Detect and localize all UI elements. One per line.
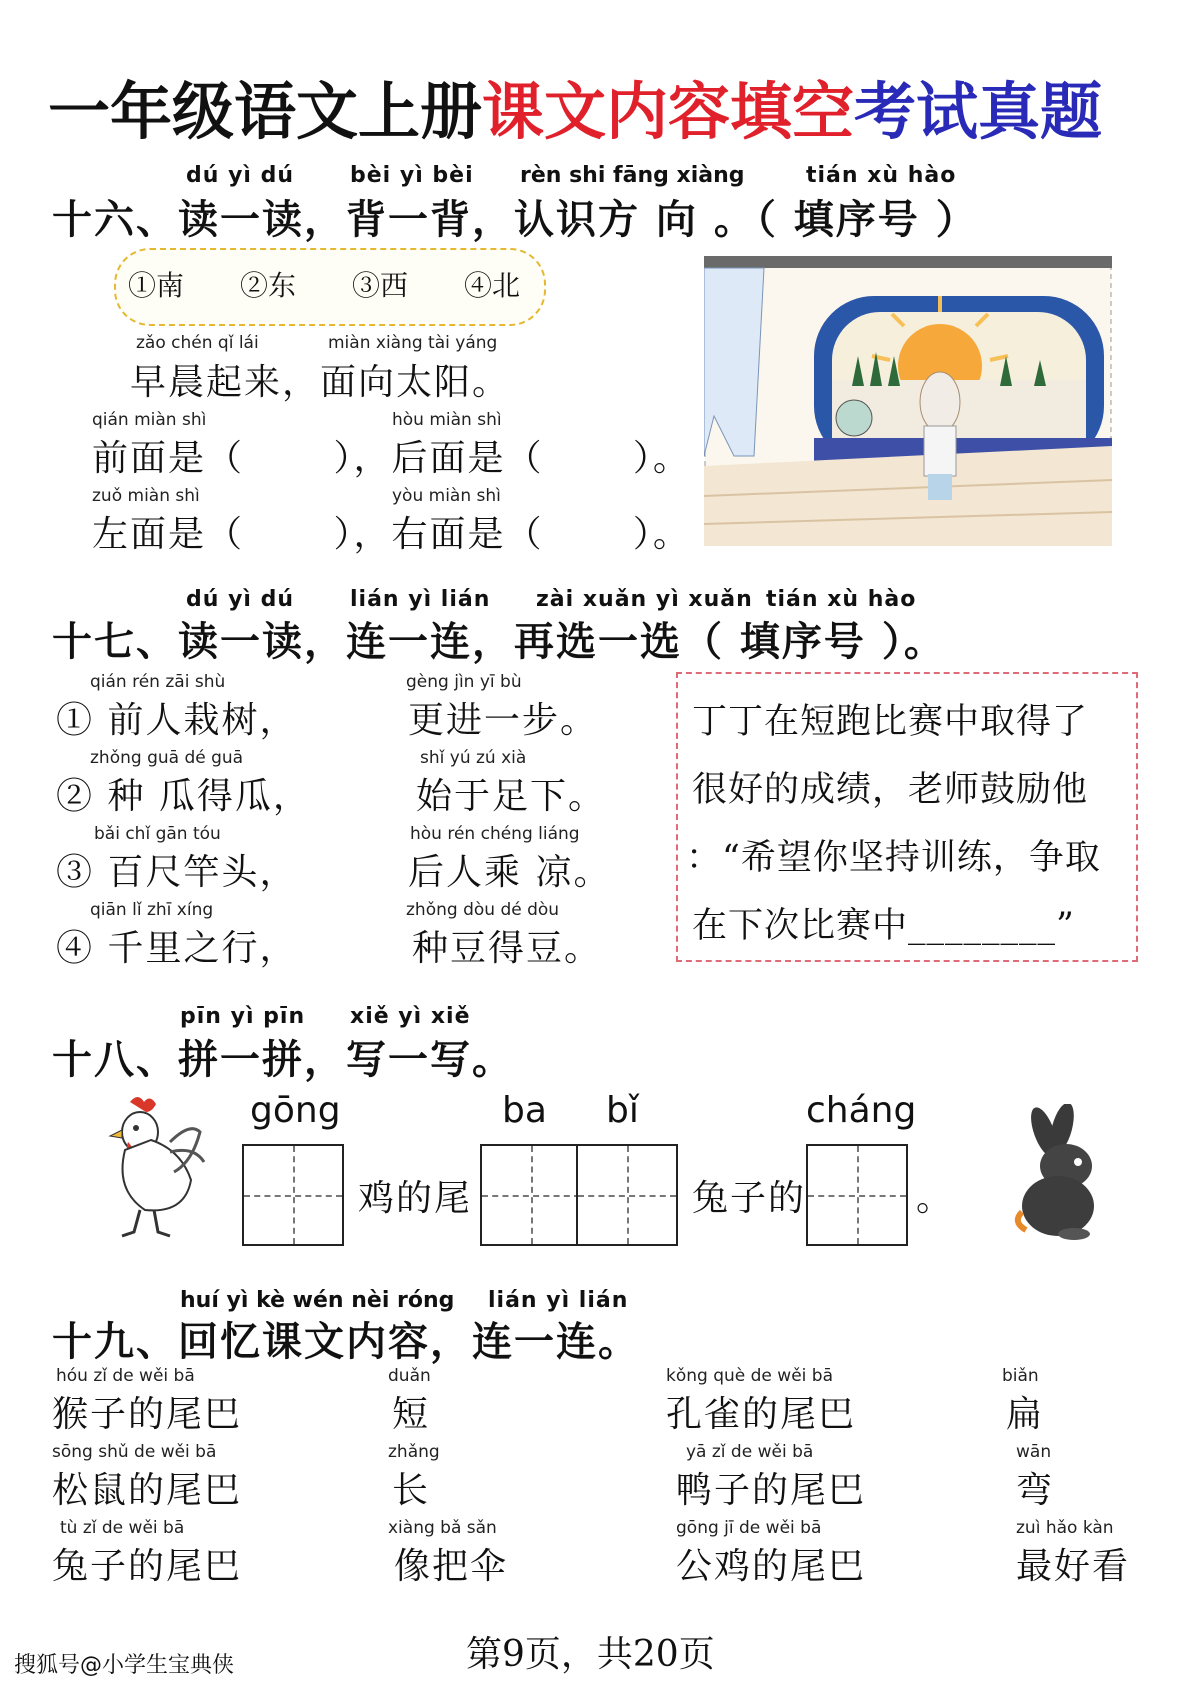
q18-pinyin-2: xiě yì xiě (350, 1004, 471, 1029)
q16-line3-py2: yòu miàn shì (392, 486, 501, 506)
writing-grid-bi[interactable] (576, 1144, 678, 1246)
q16-options-box (114, 248, 546, 326)
q17-pinyin-4: tián xù hào (766, 587, 917, 612)
q19-r2c4-py: wān (1016, 1442, 1052, 1462)
q17-pinyin-3: zài xuǎn yì xuǎn (536, 587, 753, 612)
q19-r1c3-py: kǒng què de wěi bā (666, 1366, 833, 1386)
q19-r2c3-py: yā zǐ de wěi bā (686, 1442, 814, 1462)
q16-line1: 早晨起来，面向太阳。 (130, 362, 511, 403)
q17-right-py-1: gèng jìn yī bù (406, 672, 522, 692)
q19-heading: 十九、回忆课文内容，连一连。 (52, 1318, 640, 1365)
q16-pinyin-4: tián xù hào (806, 163, 957, 188)
q16-pinyin-3: rèn shi fāng xiàng (520, 163, 745, 188)
q19-r2c3: 鸭子的尾巴 (676, 1470, 867, 1511)
q19-r1c2: 短 (392, 1394, 431, 1435)
q17-left-4: ④ 千里之行， (56, 928, 298, 969)
writing-grid-gong[interactable] (242, 1144, 344, 1246)
q19-r3c1-py: tù zǐ de wěi bā (60, 1518, 185, 1538)
q19-r3c3-py: gōng jī de wěi bā (676, 1518, 822, 1538)
q16-line3: 左面是（ ），右面是（ ）。 (92, 514, 691, 555)
watermark: 搜狐号@小学生宝典侠 (14, 1653, 235, 1678)
q17-right-3: 后人乘 凉。 (408, 852, 612, 893)
q17-left-py-3: bǎi chǐ gān tóu (94, 824, 221, 844)
q17-left-2: ② 种 瓜得瓜， (56, 776, 311, 817)
q19-r2c2-py: zhǎng (388, 1442, 440, 1462)
rooster-illustration (70, 1092, 210, 1242)
q18-pinyin-ba: ba (502, 1090, 547, 1131)
q17-left-1: ① 前人栽树， (56, 700, 298, 741)
page-number: 第9页，共20页 (466, 1634, 715, 1675)
q17-right-1: 更进一步。 (408, 700, 599, 741)
q16-heading: 十六、读一读，背一背，认识方 向 。（ 填序号 ） (52, 196, 978, 243)
q17-left-3: ③ 百尺竿头， (56, 852, 298, 893)
q16-line2-py1: qián miàn shì (92, 410, 207, 430)
q18-pinyin-chang: cháng (806, 1090, 917, 1131)
q17-heading: 十七、读一读，连一连，再选一选（ 填序号 ）。 (52, 618, 946, 665)
q17-left-py-1: qián rén zāi shù (90, 672, 226, 692)
q18-heading: 十八、拼一拼，写一写。 (52, 1036, 514, 1083)
q19-r1c1-py: hóu zǐ de wěi bā (56, 1366, 195, 1386)
q17-box-line-2: 很好的成绩，老师鼓励他 (692, 770, 1089, 810)
q16-line2: 前面是（ ），后面是（ ）。 (92, 438, 691, 479)
q17-box-line-3: ：“希望你坚持训练，争取 (686, 838, 1101, 878)
q16-line1-py1: zǎo chén qǐ lái (136, 333, 259, 353)
q17-right-py-2: shǐ yú zú xià (420, 748, 527, 768)
q19-r3c1: 兔子的尾巴 (52, 1546, 243, 1587)
q17-left-py-2: zhǒng guā dé guā (90, 748, 244, 768)
q16-pinyin-2: bèi yì bèi (350, 163, 474, 188)
writing-grid-ba[interactable] (480, 1144, 582, 1246)
title-part-3: 考试真题 (854, 75, 1103, 148)
q19-r1c4-py: biǎn (1002, 1366, 1039, 1386)
q18-text-2: 兔子的 (692, 1178, 807, 1219)
q18-pinyin-bi: bǐ (606, 1090, 639, 1131)
q18-pinyin-1: pīn yì pīn (180, 1004, 306, 1029)
q19-r3c3: 公鸡的尾巴 (676, 1546, 867, 1587)
q19-r2c1: 松鼠的尾巴 (52, 1470, 243, 1511)
q17-scenario-box (676, 672, 1138, 962)
sunrise-window-illustration (704, 256, 1112, 546)
q18-text-3: 。 (916, 1178, 955, 1219)
q19-r1c3: 孔雀的尾巴 (666, 1394, 857, 1435)
page-title (48, 62, 1102, 151)
q19-r1c1: 猴子的尾巴 (52, 1394, 243, 1435)
q17-pinyin-2: lián yì lián (350, 587, 491, 612)
q19-pinyin-2: lián yì lián (488, 1288, 629, 1313)
q16-line2-py2: hòu miàn shì (392, 410, 502, 430)
q16-pinyin-1: dú yì dú (186, 163, 295, 188)
q16-line3-py1: zuǒ miàn shì (92, 486, 200, 506)
q17-box-line-4: 在下次比赛中________” (692, 906, 1075, 946)
q19-r2c1-py: sōng shǔ de wěi bā (52, 1442, 217, 1462)
q19-r3c4: 最好看 (1016, 1546, 1131, 1587)
q17-right-py-3: hòu rén chéng liáng (410, 824, 580, 844)
q19-r3c2-py: xiàng bǎ sǎn (388, 1518, 497, 1538)
q19-r1c2-py: duǎn (388, 1366, 431, 1386)
title-part-1: 一年级语文上册 (48, 75, 483, 148)
writing-grid-chang[interactable] (806, 1144, 908, 1246)
title-part-2: 课文内容填空 (482, 75, 855, 148)
q17-right-4: 种豆得豆。 (412, 928, 603, 969)
q17-right-2: 始于足下。 (416, 776, 607, 817)
q19-r1c4: 扁 (1006, 1394, 1045, 1435)
q19-r2c2: 长 (392, 1470, 431, 1511)
q19-pinyin-1: huí yì kè wén nèi róng (180, 1288, 455, 1313)
rabbit-illustration (1004, 1104, 1124, 1244)
q19-r3c2: 像把伞 (394, 1546, 509, 1587)
q19-r3c4-py: zuì hǎo kàn (1016, 1518, 1114, 1538)
q16-line1-py2: miàn xiàng tài yáng (328, 333, 498, 353)
q18-pinyin-gong: gōng (250, 1090, 341, 1131)
q17-left-py-4: qiān lǐ zhī xíng (90, 900, 214, 920)
q17-pinyin-1: dú yì dú (186, 587, 295, 612)
q17-right-py-4: zhǒng dòu dé dòu (406, 900, 560, 920)
q17-box-line-1: 丁丁在短跑比赛中取得了 (692, 702, 1089, 742)
q16-options: ①南 ②东 ③西 ④北 (128, 269, 521, 302)
q18-text-1: 鸡的尾 (358, 1178, 473, 1219)
q19-r2c4: 弯 (1016, 1470, 1055, 1511)
